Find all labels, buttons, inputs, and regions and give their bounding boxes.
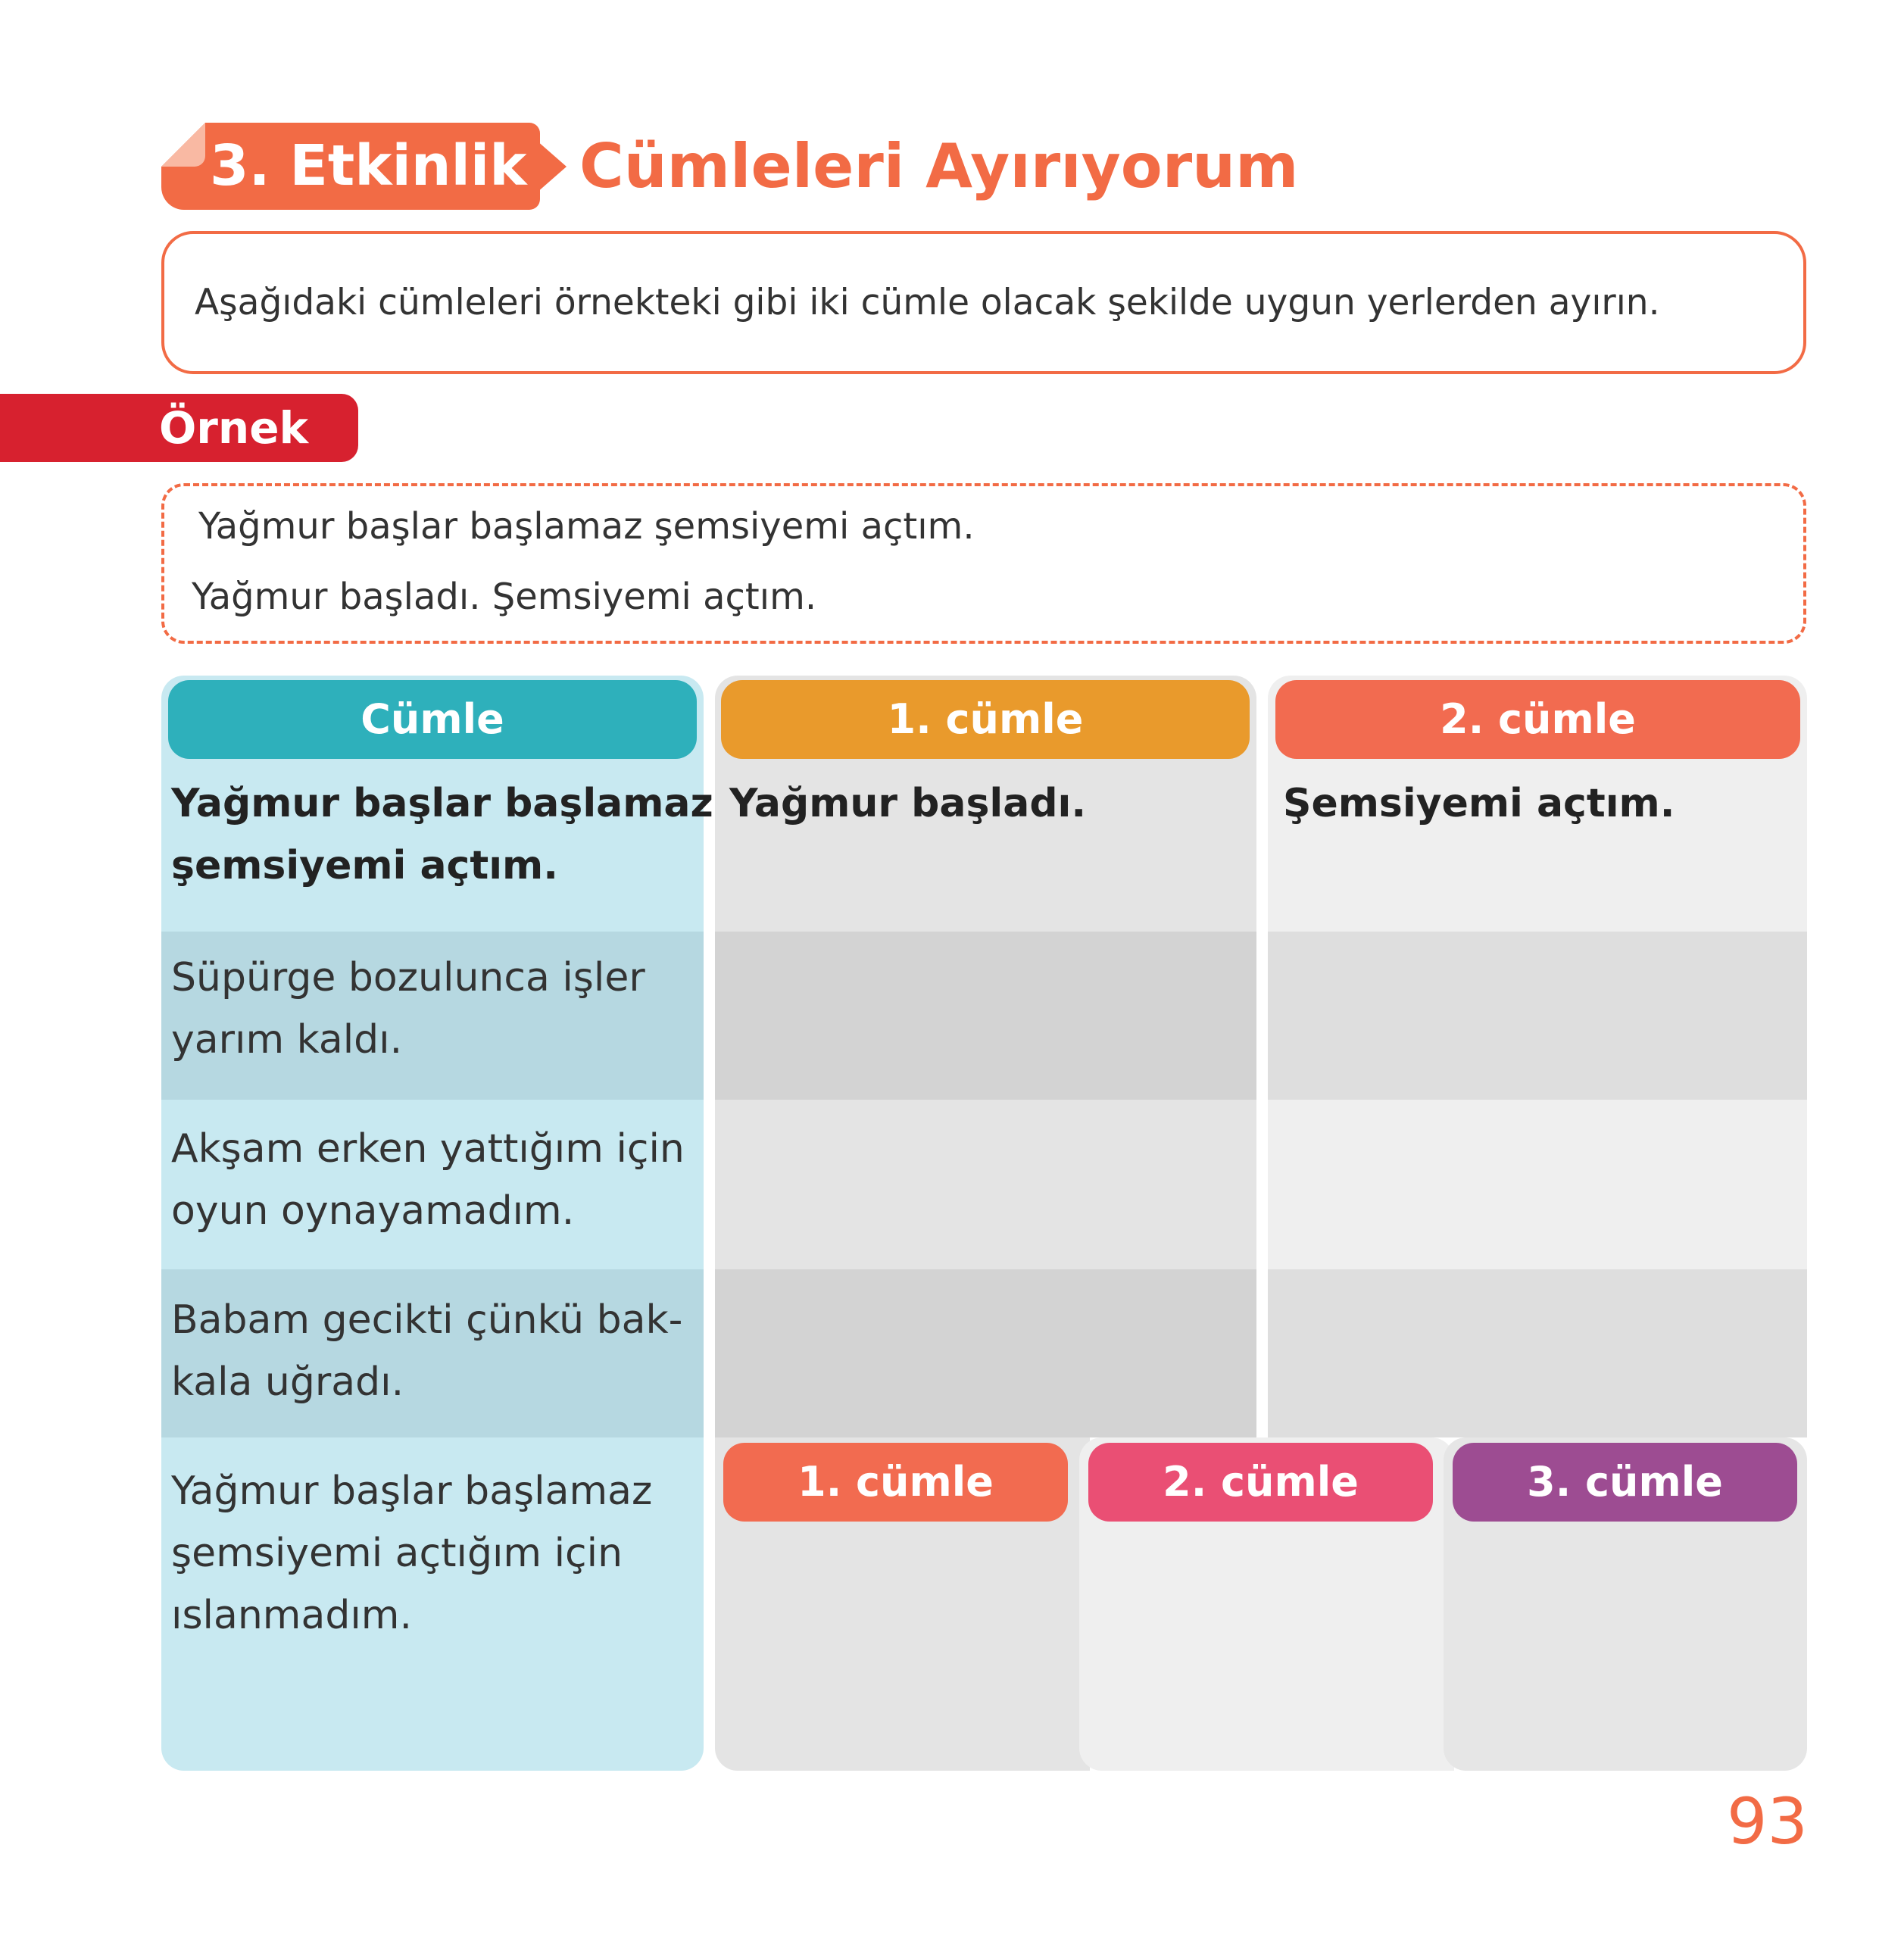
instruction-box <box>161 231 1806 374</box>
page-number: 93 <box>1727 1784 1808 1859</box>
row-shade <box>715 1269 1256 1437</box>
header-sentence: Cümle <box>168 680 697 759</box>
text-line: Süpürge bozulunca işler <box>171 955 645 1000</box>
row-shade <box>715 932 1256 1100</box>
example-row-part1: Yağmur başladı. <box>729 781 1087 826</box>
example-row-sentence <box>171 773 713 897</box>
page-title: Cümleleri Ayırıyorum <box>579 131 1299 201</box>
header-bottom-part1: 1. cümle <box>723 1443 1068 1522</box>
activity-label: 3. Etkinlik <box>210 133 527 198</box>
header-bottom-part2: 2. cümle <box>1088 1443 1433 1522</box>
tab-arrow <box>530 135 567 198</box>
text-line: şemsiyemi açtım. <box>171 843 558 888</box>
last-row-sentence <box>171 1460 652 1647</box>
example-label: Örnek <box>0 394 358 462</box>
text-line: Babam gecikti çünkü bak- <box>171 1297 683 1343</box>
text-line: Yağmur başlar başlamaz <box>171 781 713 826</box>
row-shade <box>1268 1269 1807 1437</box>
tab-fold-corner <box>161 123 205 167</box>
example-row-part2: Şemsiyemi açtım. <box>1283 781 1675 826</box>
text-line: ıslanmadım. <box>171 1593 412 1638</box>
header-part2: 2. cümle <box>1275 680 1800 759</box>
header-bottom-part3: 3. cümle <box>1453 1443 1797 1522</box>
row-sentence <box>171 1118 685 1242</box>
row-sentence <box>171 947 645 1071</box>
row-shade <box>1268 932 1807 1100</box>
text-line: şemsiyemi açtığım için <box>171 1531 623 1576</box>
activity-tab <box>161 123 540 210</box>
text-line: yarım kaldı. <box>171 1017 403 1063</box>
text-line: Akşam erken yattığım için <box>171 1126 685 1172</box>
row-sentence <box>171 1289 682 1413</box>
example-sentence: Yağmur başlar başlamaz şemsiyemi açtım. <box>198 505 975 548</box>
instruction-text: Aşağıdaki cümleleri örnekteki gibi iki cümle olacak şekilde uygun yerlerden ayırın. <box>195 282 1660 323</box>
text-line: kala uğradı. <box>171 1359 404 1405</box>
text-line: Yağmur başlar başlamaz <box>171 1469 653 1514</box>
header-part1: 1. cümle <box>721 680 1250 759</box>
text-line: oyun oynayamadım. <box>171 1188 575 1234</box>
example-answer: Yağmur başladı. Şemsiyemi açtım. <box>192 576 817 618</box>
